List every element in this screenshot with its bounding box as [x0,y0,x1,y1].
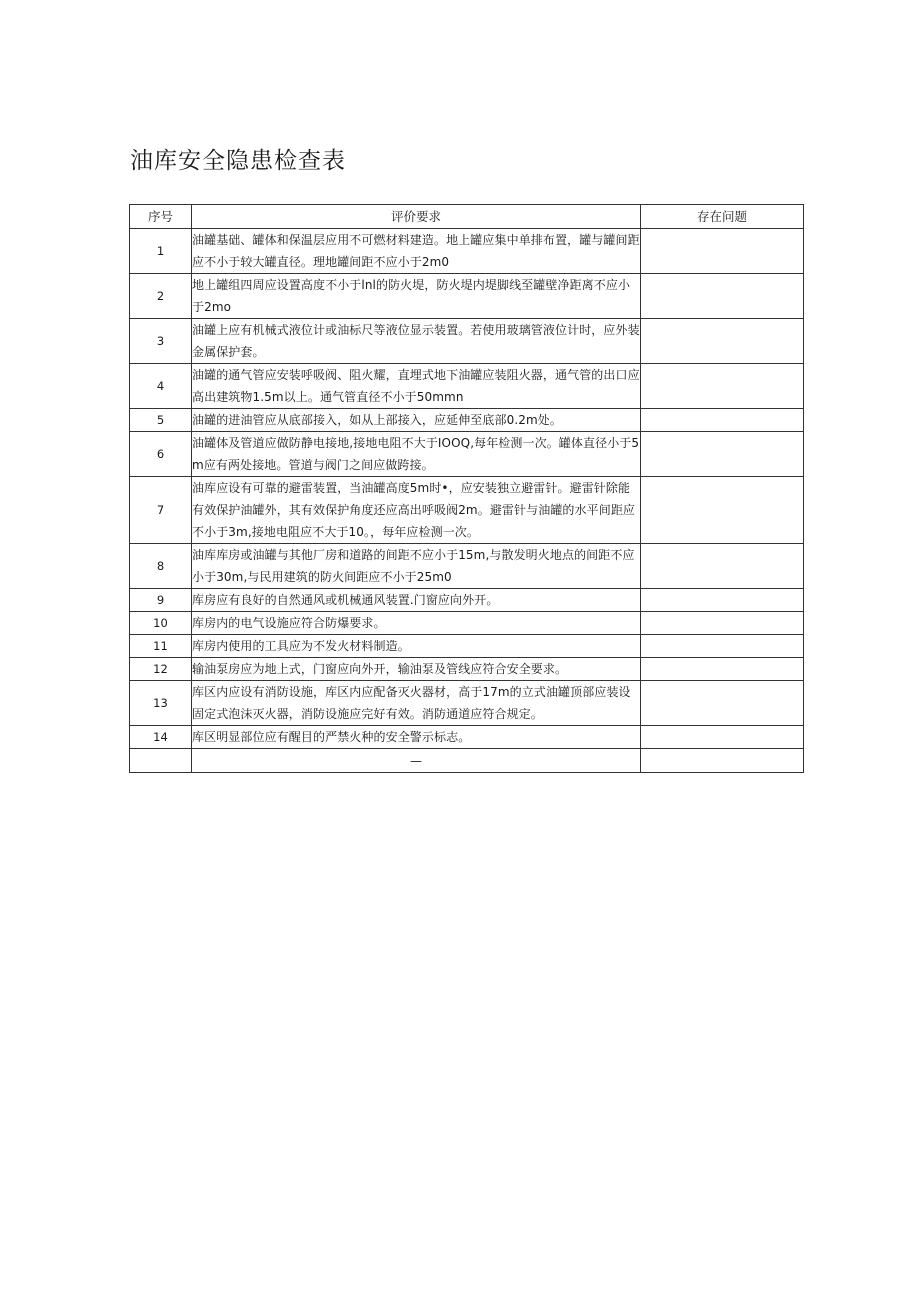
row-requirement: 油罐基础、罐体和保温层应用不可燃材料建造。地上罐应集中单排布置，罐与罐间距应不小于较大罐直径。理地罐间距不应小于2m0 [192,229,641,274]
row-no: 13 [130,681,192,726]
row-issue [641,544,804,589]
table-row [130,477,804,544]
table-row [130,364,804,409]
table-row [130,319,804,364]
table-row [130,681,804,726]
row-requirement: 输油泵房应为地上式，门窗应向外开，输油泵及管线应符合安全要求。 [192,658,641,681]
row-no: 12 [130,658,192,681]
row-no: 10 [130,612,192,635]
row-no: 14 [130,726,192,749]
table-row [130,589,804,612]
row-requirement: 库区内应设有消防设施，库区内应配备灭火器材，高于17m的立式油罐顶部应装设固定式泡沫灭火器，消防设施应完好有效。消防通道应符合规定。 [192,681,641,726]
table-row [130,544,804,589]
row-requirement: 库房内的电气设施应符合防爆要求。 [192,612,641,635]
row-no: 2 [130,274,192,319]
header-issue: 存在问题 [641,205,804,229]
table-row [130,274,804,319]
table-row [130,726,804,749]
row-issue [641,229,804,274]
table-footer-row [130,749,804,773]
row-issue [641,364,804,409]
row-requirement: 油库应设有可靠的避雷装置，当油罐高度5m时•，应安装独立避雷针。避雷针除能有效保护油罐外，其有效保护角度还应高出呼吸阀2m。避雷针与油罐的水平间距应不小于3m,接地电阻应不大于10。，每年应检测一次。 [192,477,641,544]
row-no: 7 [130,477,192,544]
inspection-table [129,204,804,773]
footer-no [130,749,192,773]
row-requirement: 库房应有良好的自然通风或机械通风装置.门窗应向外开。 [192,589,641,612]
table-row [130,432,804,477]
table-row [130,658,804,681]
row-requirement: 地上罐组四周应设置高度不小于lnl的防火堤，防火堤内堤脚线至罐壁净距离不应小于2mo [192,274,641,319]
row-no: 8 [130,544,192,589]
row-requirement: 油罐体及管道应做防静电接地,接地电阻不大于IOOQ,每年检测一次。罐体直径小于5m应有两处接地。管道与阀门之间应做跨接。 [192,432,641,477]
row-issue [641,319,804,364]
row-requirement: 库房内使用的工具应为不发火材料制造。 [192,635,641,658]
row-no: 6 [130,432,192,477]
header-no: 序号 [130,205,192,229]
row-requirement: 油库库房或油罐与其他厂房和道路的间距不应小于15m,与散发明火地点的间距不应小于30m,与民用建筑的防火间距应不小于25m0 [192,544,641,589]
row-issue [641,432,804,477]
row-no: 4 [130,364,192,409]
row-no: 5 [130,409,192,432]
table-row [130,635,804,658]
table-row [130,229,804,274]
row-issue [641,409,804,432]
header-requirement: 评价要求 [192,205,641,229]
page-title: 油库安全隐患检查表 [130,148,346,174]
row-requirement: 库区明显部位应有醒目的严禁火种的安全警示标志。 [192,726,641,749]
footer-issue [641,749,804,773]
row-issue [641,589,804,612]
row-issue [641,635,804,658]
row-issue [641,726,804,749]
table-header-row [130,205,804,229]
row-requirement: 油罐的进油管应从底部接入，如从上部接入，应延伸至底部0.2m处。 [192,409,641,432]
row-issue [641,681,804,726]
row-issue [641,658,804,681]
table-row [130,612,804,635]
row-no: 3 [130,319,192,364]
row-issue [641,274,804,319]
table-row [130,409,804,432]
row-requirement: 油罐上应有机械式液位计或油标尺等液位显示装置。若使用玻璃管液位计时，应外装金属保护套。 [192,319,641,364]
row-issue [641,612,804,635]
row-issue [641,477,804,544]
row-no: 1 [130,229,192,274]
row-requirement: 油罐的通气管应安装呼吸阀、阻火耀，直埋式地下油罐应装阻火器，通气管的出口应高出建筑物1.5m以上。通气管直径不小于50mmn [192,364,641,409]
footer-dash: — [192,749,641,773]
row-no: 9 [130,589,192,612]
row-no: 11 [130,635,192,658]
